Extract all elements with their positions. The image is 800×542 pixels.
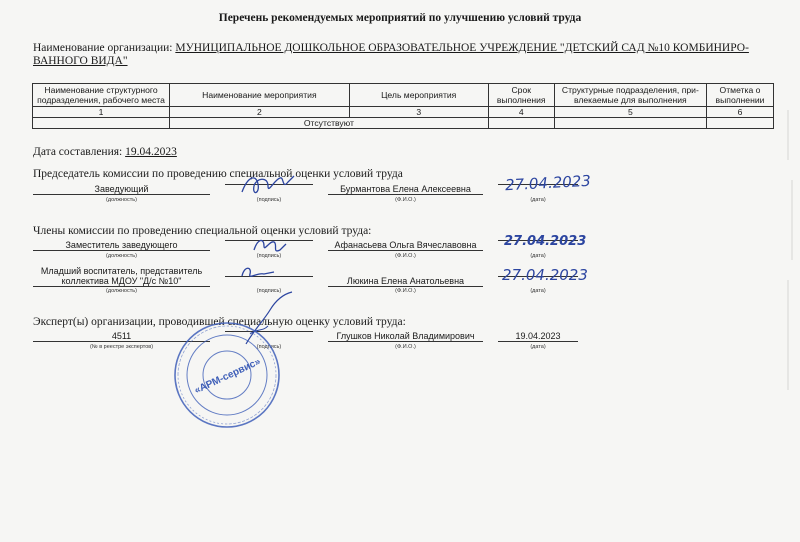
header-cell: Срок выполнения xyxy=(488,84,554,107)
organization-label: Наименование организации: xyxy=(33,42,173,54)
header-cell: Наименование структурного подразделения, рабочего места xyxy=(33,84,170,107)
number-cell: 5 xyxy=(554,107,706,118)
date-compiled xyxy=(33,146,177,158)
expert-date: 19.04.2023 xyxy=(498,331,578,342)
number-cell: 4 xyxy=(488,107,554,118)
organization-value: МУНИЦИПАЛЬНОЕ ДОШКОЛЬНОЕ ОБРАЗОВАТЕЛЬНОЕ УЧРЕЖДЕНИЕ "ДЕТСКИЙ САД №10 КОМБИНИРО-ВАННОГО ВИДА" xyxy=(33,42,749,67)
number-cell: 6 xyxy=(706,107,773,118)
date-compiled-label: Дата составления: xyxy=(33,146,123,158)
caption-fio: (Ф.И.О.) xyxy=(395,197,416,203)
empty-text-cell: Отсутствуют xyxy=(170,118,489,129)
header-cell: Отметка о выполнении xyxy=(706,84,773,107)
member-1-date-handwritten: 27.04.2023 xyxy=(504,234,587,249)
caption-date: (дата) xyxy=(530,344,546,350)
caption-fio: (Ф.И.О.) xyxy=(395,344,416,350)
member-1-signature xyxy=(250,232,290,258)
header-cell: Цель мероприятия xyxy=(349,84,488,107)
caption-signature: (подпись) xyxy=(256,344,282,350)
expert-registry-number: 4511 xyxy=(33,331,210,342)
empty-cell xyxy=(488,118,554,129)
empty-cell xyxy=(554,118,706,129)
caption-date: (дата) xyxy=(530,253,546,259)
caption-signature: (подпись) xyxy=(256,253,282,259)
empty-cell xyxy=(706,118,773,129)
chair-heading: Председатель комиссии по проведению специальной оценки условий труда xyxy=(33,168,403,180)
caption-registry: (№ в реестре экспертов) xyxy=(89,344,154,350)
table-number-row xyxy=(33,107,774,118)
member-2-position: Младший воспитатель, представитель коллектива МДОУ "Д/с №10" xyxy=(33,266,210,287)
member-2-date-handwritten: 27.04.2023 xyxy=(502,266,588,284)
bleed-through-marks xyxy=(780,100,800,400)
expert-heading: Эксперт(ы) организации, проводившей специальную оценку условий труда: xyxy=(33,316,406,328)
caption-signature: (подпись) xyxy=(256,197,282,203)
caption-position: (должность) xyxy=(106,288,137,294)
caption-fio: (Ф.И.О.) xyxy=(395,253,416,259)
caption-fio: (Ф.И.О.) xyxy=(395,288,416,294)
members-heading: Члены комиссии по проведению специальной оценки условий труда: xyxy=(33,225,372,237)
expert-name: Глушков Николай Владимирович xyxy=(328,331,483,342)
caption-signature: (подпись) xyxy=(256,288,282,294)
caption-date: (дата) xyxy=(530,197,546,203)
member-2-name: Люкина Елена Анатольевна xyxy=(328,276,483,287)
empty-cell xyxy=(33,118,170,129)
number-cell: 3 xyxy=(349,107,488,118)
stamp-center-text: «АРМ-сервис» xyxy=(192,356,263,397)
caption-date: (дата) xyxy=(530,288,546,294)
member-1-position: Заместитель заведующего xyxy=(33,240,210,251)
date-compiled-value: 19.04.2023 xyxy=(125,146,177,158)
header-cell: Структурные подразделения, при-влекаемые для выполнения xyxy=(554,84,706,107)
measures-table xyxy=(32,83,774,129)
number-cell: 1 xyxy=(33,107,170,118)
chair-signature xyxy=(238,170,298,200)
organization-stamp xyxy=(172,320,282,430)
table-header-row xyxy=(33,84,774,107)
chair-position: Заведующий xyxy=(33,184,210,195)
member-2-signature xyxy=(238,262,278,284)
document-title: Перечень рекомендуемых мероприятий по улучшению условий труда xyxy=(218,12,582,24)
chair-name: Бурмантова Елена Алексеевна xyxy=(328,184,483,195)
caption-position: (должность) xyxy=(106,253,137,259)
table-row xyxy=(33,118,774,129)
caption-position: (должность) xyxy=(106,197,137,203)
member-1-name: Афанасьева Ольга Вячеславовна xyxy=(328,240,483,251)
organization-line xyxy=(33,42,773,68)
header-cell: Наименование мероприятия xyxy=(170,84,350,107)
chair-date-handwritten: 27.04.2023 xyxy=(504,171,592,195)
number-cell: 2 xyxy=(170,107,350,118)
